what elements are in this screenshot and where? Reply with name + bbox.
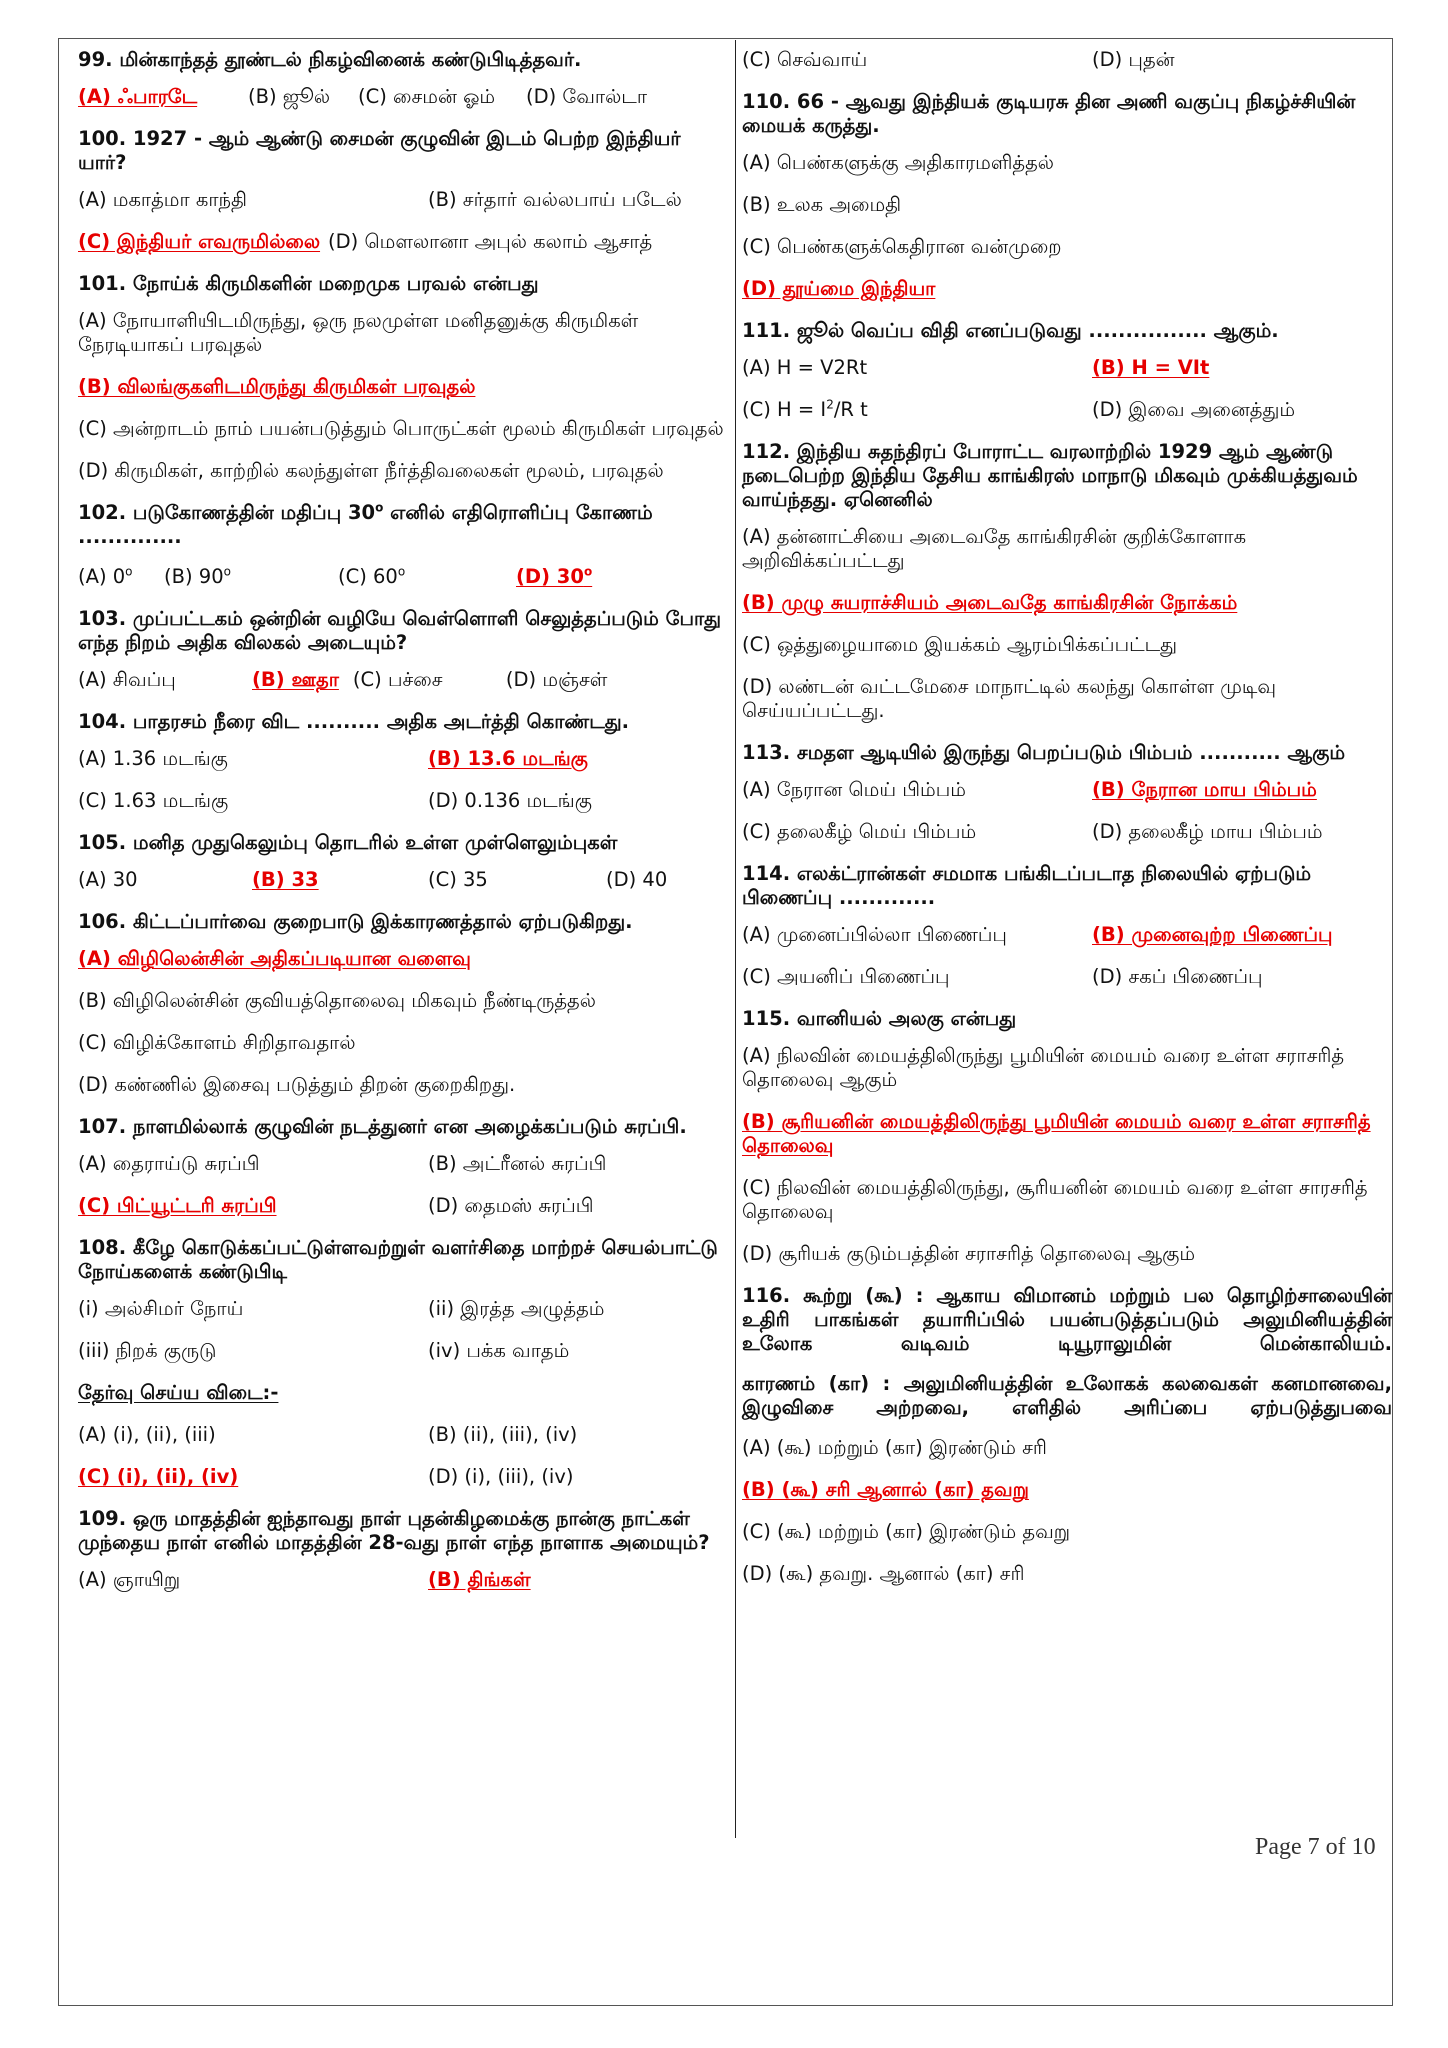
right-column xyxy=(742,48,1392,1604)
options-104-cd xyxy=(78,789,728,813)
option-106-d: (D) கண்ணில் இசைவு படுத்தும் திறன் குறைகிறது. xyxy=(78,1073,516,1096)
question-105: 105. மனித முதுகெலும்பு தொடரில் உள்ள முள்ளெலும்புகள் xyxy=(78,831,618,854)
option-114-a: (A) முனைப்பில்லா பிணைப்பு xyxy=(742,923,1007,946)
option-113-a: (A) நேரான மெய் பிம்பம் xyxy=(742,778,966,801)
option-105-b-wrap xyxy=(252,868,428,892)
options-100-cd xyxy=(78,230,728,254)
options-99 xyxy=(78,85,728,109)
option-114-b: (B) முனைவுற்ற பிணைப்பு xyxy=(1092,923,1333,946)
option-99-d: (D) வோல்டா xyxy=(526,85,648,108)
option-107-c: (C) பிட்யூட்டரி சுரப்பி xyxy=(78,1194,277,1217)
option-112-a: (A) தன்னாட்சியை அடைவதே காங்கிரசின் குறிக்கோளாக அறிவிக்கப்பட்டது xyxy=(742,525,1247,572)
option-116-b: (B) (கூ) சரி ஆனால் (கா) தவறு xyxy=(742,1478,1029,1501)
option-116-d: (D) (கூ) தவறு. ஆனால் (கா) சரி xyxy=(742,1562,1025,1585)
option-110-d: (D) தூய்மை இந்தியா xyxy=(742,277,936,300)
option-115-c: (C) நிலவின் மையத்திலிருந்து, சூரியனின் மையம் வரை உள்ள சாரசரித் தொலைவு xyxy=(742,1176,1368,1223)
option-106-a: (A) விழிலென்சின் அதிகப்படியான வளைவு xyxy=(78,947,471,970)
option-107-d: (D) தைமஸ் சுரப்பி xyxy=(428,1194,594,1217)
option-99-c: (C) சைமன் ஓம் xyxy=(358,85,496,108)
option-100-c: (C) இந்தியர் எவருமில்லை xyxy=(78,230,321,253)
question-102 xyxy=(78,501,728,549)
question-114: 114. எலக்ட்ரான்கள் சமமாக பங்கிடப்படாத நிலையில் ஏற்படும் பிணைப்பு ............. xyxy=(742,862,1312,909)
option-101-a: (A) நோயாளியிடமிருந்து, ஒரு நலமுள்ள மனிதனுக்கு கிருமிகள் நேரடியாகப் பரவுதல் xyxy=(78,309,639,356)
options-102 xyxy=(78,565,728,589)
option-103-d: (D) மஞ்சள் xyxy=(505,668,608,691)
option-101-c: (C) அன்றாடம் நாம் பயன்படுத்தும் பொருட்கள் மூலம் கிருமிகள் பரவுதல் xyxy=(78,417,724,440)
items-108-b xyxy=(78,1339,728,1363)
option-99-b: (B) ஜூல் xyxy=(248,85,331,108)
left-column xyxy=(78,48,728,1610)
option-100-b: (B) சர்தார் வல்லபாய் படேல் xyxy=(428,188,682,211)
option-102-c: (C) 60$^o$ xyxy=(338,564,406,588)
option-111-a: (A) H = V2Rt xyxy=(742,356,868,379)
item-108-iv: (iv) பக்க வாதம் xyxy=(428,1339,570,1362)
option-100-a: (A) மகாத்மா காந்தி xyxy=(78,188,248,211)
question-116-assertion: 116. கூற்று (கூ) : ஆகாய விமானம் மற்றும் பல தொழிற்சாலையின் உதிரி பாகங்கள் தயாரிப்பில் பயன்படுத்தப்படும் அலுமினியத்தின் உலோக வடிவம் டியூராலுமின் மென்காலியம். xyxy=(742,1284,1392,1355)
option-100-d: (D) மௌலானா அபுல் கலாம் ஆசாத் xyxy=(328,230,653,253)
options-114-cd xyxy=(742,965,1392,989)
option-109-c: (C) செவ்வாய் xyxy=(742,48,868,71)
options-108-ab xyxy=(78,1423,728,1447)
option-113-d: (D) தலைகீழ் மாய பிம்பம் xyxy=(1092,820,1323,843)
question-100: 100. 1927 - ஆம் ஆண்டு சைமன் குழுவின் இடம் பெற்ற இந்தியர் யார்? xyxy=(78,127,681,174)
option-114-c: (C) அயனிப் பிணைப்பு xyxy=(742,965,950,988)
options-108-cd xyxy=(78,1465,728,1489)
item-108-iii: (iii) நிறக் குருடு xyxy=(78,1339,217,1362)
column-divider xyxy=(735,40,736,1838)
option-111-d: (D) இவை அனைத்தும் xyxy=(1092,398,1296,421)
option-101-b: (B) விலங்குகளிடமிருந்து கிருமிகள் பரவுதல் xyxy=(78,375,476,398)
page-number: Page 7 of 10 xyxy=(1255,1834,1376,1860)
option-103-b: (B) ஊதா xyxy=(252,668,339,691)
item-108-i: (i) அல்சிமர் நோய் xyxy=(78,1297,244,1320)
question-108: 108. கீழே கொடுக்கப்பட்டுள்ளவற்றுள் வளர்சிதை மாற்றச் செயல்பாட்டு நோய்களைக் கண்டுபிடி xyxy=(78,1236,718,1283)
option-111-c: (C) $H = I^2/R$ t xyxy=(742,397,868,421)
option-105-b: (B) 33 xyxy=(252,868,319,891)
question-99: 99. மின்காந்தத் தூண்டல் நிகழ்வினைக் கண்டுபிடித்தவர். xyxy=(78,48,582,71)
option-107-a: (A) தைராய்டு சுரப்பி xyxy=(78,1152,260,1175)
question-101: 101. நோய்க் கிருமிகளின் மறைமுக பரவல் என்பது xyxy=(78,272,539,295)
option-103-a: (A) சிவப்பு xyxy=(78,668,176,691)
answer-blank: .............. xyxy=(78,525,182,548)
option-99-a: (A) ஃபாரடே xyxy=(78,85,198,108)
option-115-b: (B) சூரியனின் மையத்திலிருந்து பூமியின் மையம் வரை உள்ள சராசரித் தொலைவு xyxy=(742,1110,1371,1157)
option-104-c: (C) 1.63 மடங்கு xyxy=(78,789,229,812)
question-113: 113. சமதள ஆடியில் இருந்து பெறப்படும் பிம்பம் ........... ஆகும் xyxy=(742,741,1346,764)
question-106: 106. கிட்டப்பார்வை குறைபாடு இக்காரணத்தால் ஏற்படுகிறது. xyxy=(78,910,633,933)
option-103-c: (C) பச்சை xyxy=(352,668,443,691)
option-116-a: (A) (கூ) மற்றும் (கா) இரண்டும் சரி xyxy=(742,1436,1047,1459)
option-112-b: (B) முழு சுயராச்சியம் அடைவதே காங்கிரசின் நோக்கம் xyxy=(742,591,1238,614)
option-104-b: (B) 13.6 மடங்கு xyxy=(428,747,588,770)
question-115: 115. வானியல் அலகு என்பது xyxy=(742,1007,1017,1030)
question-110: 110. 66 - ஆவது இந்தியக் குடியரசு தின அணி வகுப்பு நிகழ்ச்சியின் மையக் கருத்து. xyxy=(742,90,1356,137)
option-102-b: (B) 90$^o$ xyxy=(164,564,231,588)
option-104-d: (D) 0.136 மடங்கு xyxy=(428,789,592,812)
option-109-b: (B) திங்கள் xyxy=(428,1568,531,1591)
options-107-ab xyxy=(78,1152,728,1176)
items-108-a xyxy=(78,1297,728,1321)
options-109-cd xyxy=(742,48,1392,72)
question-116-reason: காரணம் (கா) : அலுமினியத்தின் உலோகக் கலவைகள் கனமானவை, இழுவிசை அற்றவை, எளிதில் அரிப்பை ஏற்படுத்துபவை xyxy=(742,1372,1392,1419)
options-114-ab xyxy=(742,923,1392,947)
option-110-a: (A) பெண்களுக்கு அதிகாரமளித்தல் xyxy=(742,151,1054,174)
option-102-a: (A) 0$^o$ xyxy=(78,564,133,588)
option-105-c: (C) 35 xyxy=(428,868,488,891)
option-104-a: (A) 1.36 மடங்கு xyxy=(78,747,228,770)
option-109-d: (D) புதன் xyxy=(1092,48,1175,71)
question-102-text: 102. படுகோணத்தின் மதிப்பு 30 xyxy=(78,501,376,524)
choose-answer-label: தேர்வு செய்ய விடை:- xyxy=(78,1381,279,1404)
option-108-c: (C) (i), (ii), (iv) xyxy=(78,1465,239,1488)
option-107-c-wrap xyxy=(78,1194,428,1218)
option-107-b: (B) அட்ரீனல் சுரப்பி xyxy=(428,1152,607,1175)
item-108-ii: (ii) இரத்த அழுத்தம் xyxy=(428,1297,605,1320)
option-108-d: (D) (i), (iii), (iv) xyxy=(428,1465,574,1488)
question-109: 109. ஒரு மாதத்தின் ஐந்தாவது நாள் புதன்கிழமைக்கு நான்கு நாட்கள் முந்தைய நாள் எனில் மாதத்தின் 28-வது நாள் எந்த நாளாக அமையும்? xyxy=(78,1507,710,1554)
options-107-cd xyxy=(78,1194,728,1218)
option-108-a: (A) (i), (ii), (iii) xyxy=(78,1423,216,1446)
options-100-ab xyxy=(78,188,728,212)
option-106-b: (B) விழிலென்சின் குவியத்தொலைவு மிகவும் நீண்டிருத்தல் xyxy=(78,989,596,1012)
option-111-b: (B) H = VIt xyxy=(1092,356,1210,379)
option-110-b: (B) உலக அமைதி xyxy=(742,193,902,216)
option-115-d: (D) சூரியக் குடும்பத்தின் சராசரித் தொலைவு ஆகும் xyxy=(742,1242,1196,1265)
option-116-c: (C) (கூ) மற்றும் (கா) இரண்டும் தவறு xyxy=(742,1520,1071,1543)
options-111-ab xyxy=(742,356,1392,380)
question-104: 104. பாதரசம் நீரை விட .......... அதிக அடர்த்தி கொண்டது. xyxy=(78,710,630,733)
option-108-c-wrap xyxy=(78,1465,428,1489)
option-115-a: (A) நிலவின் மையத்திலிருந்து பூமியின் மையம் வரை உள்ள சராசரித் தொலைவு ஆகும் xyxy=(742,1044,1345,1091)
options-113-ab xyxy=(742,778,1392,802)
options-109-ab xyxy=(78,1568,728,1592)
option-114-d: (D) சகப் பிணைப்பு xyxy=(1092,965,1263,988)
option-105-d: (D) 40 xyxy=(606,868,668,891)
question-112: 112. இந்திய சுதந்திரப் போராட்ட வரலாற்றில் 1929 ஆம் ஆண்டு நடைபெற்ற இந்திய தேசிய காங்கிரஸ் மாநாடு மிகவும் முக்கியத்துவம் வாய்ந்தது. ஏனெனில் xyxy=(742,440,1358,511)
option-110-c: (C) பெண்களுக்கெதிரான வன்முறை xyxy=(742,235,1062,258)
option-113-c: (C) தலைகீழ் மெய் பிம்பம் xyxy=(742,820,977,843)
options-103 xyxy=(78,668,728,692)
option-108-b: (B) (ii), (iii), (iv) xyxy=(428,1423,578,1446)
option-112-d: (D) லண்டன் வட்டமேசை மாநாட்டில் கலந்து கொள்ள முடிவு செய்யப்பட்டது. xyxy=(742,675,1277,722)
question-102-text-end: எனில் எதிரொளிப்பு கோணம் xyxy=(383,501,653,524)
option-101-d: (D) கிருமிகள், காற்றில் கலந்துள்ள நீர்த்திவலைகள் மூலம், பரவுதல் xyxy=(78,459,664,482)
question-103: 103. முப்பட்டகம் ஒன்றின் வழியே வெள்ளொளி செலுத்தப்படும் போது எந்த நிறம் அதிக விலகல் அடையும்? xyxy=(78,607,722,654)
options-105 xyxy=(78,868,728,892)
option-102-d: (D) 30$^o$ xyxy=(516,564,593,588)
degree-sign: o xyxy=(375,500,384,515)
options-111-cd xyxy=(742,398,1392,422)
option-112-c: (C) ஒத்துழையாமை இயக்கம் ஆரம்பிக்கப்பட்டது xyxy=(742,633,1178,656)
option-105-a: (A) 30 xyxy=(78,868,138,891)
options-104-ab xyxy=(78,747,728,771)
question-107: 107. நாளமில்லாக் குழுவின் நடத்துனர் என அழைக்கப்படும் சுரப்பி. xyxy=(78,1115,687,1138)
question-111: 111. ஜூல் வெப்ப விதி எனப்படுவது ................ ஆகும். xyxy=(742,319,1279,342)
option-109-a: (A) ஞாயிறு xyxy=(78,1568,181,1591)
option-113-b: (B) நேரான மாய பிம்பம் xyxy=(1092,778,1317,801)
options-113-cd xyxy=(742,820,1392,844)
option-106-c: (C) விழிக்கோளம் சிறிதாவதால் xyxy=(78,1031,356,1054)
